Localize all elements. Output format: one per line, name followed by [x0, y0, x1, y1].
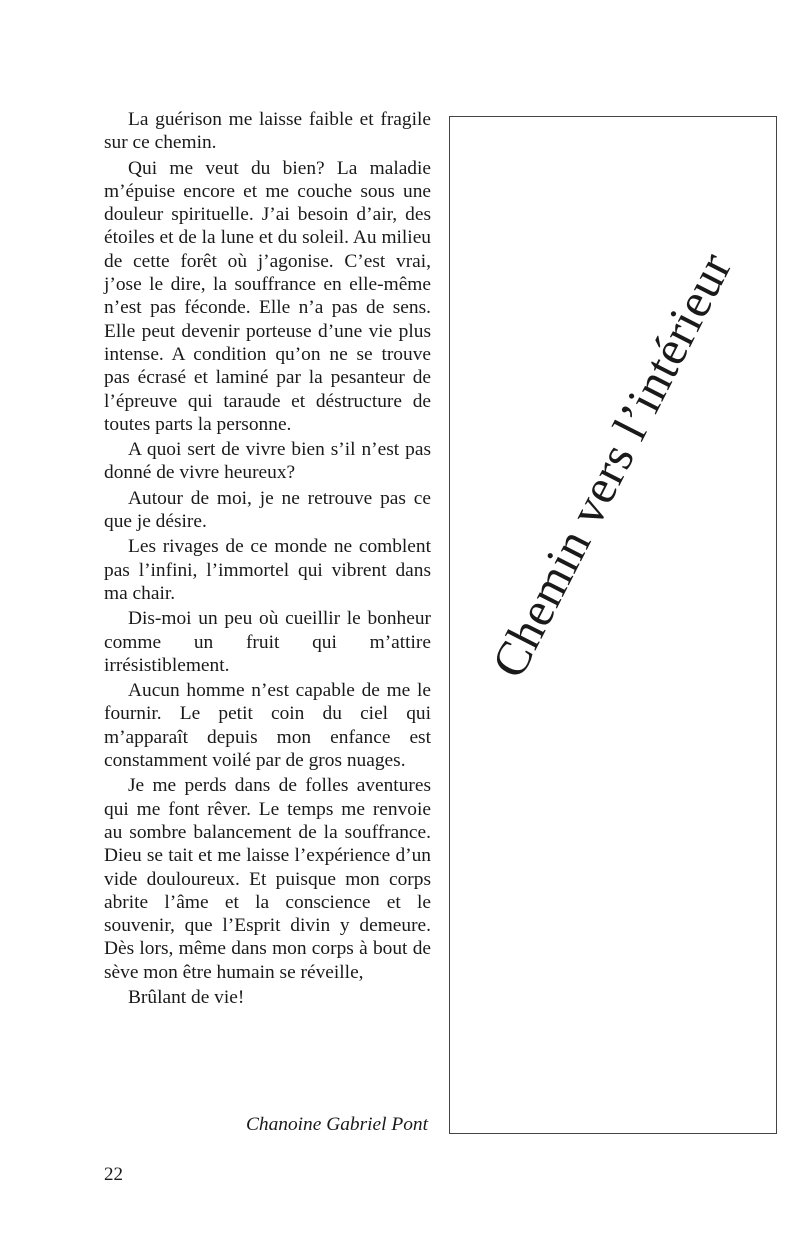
poem-text [104, 108, 431, 1011]
paragraph-1: La guérison me laisse faible et fragile sur ce chemin. [104, 109, 431, 154]
author-signature: Chanoine Gabriel Pont [245, 1114, 428, 1135]
paragraph-2: Qui me veut du bien? La maladie m’épuise encore et me couche sous une douleur spirituelle. J’ai besoin d’air, des étoiles et de la lune et du soleil. Au milieu de cette forêt où j’agonise. C’est vrai, j’ose le dire, la souffrance en elle-même n’est pas féconde. Elle n’a pas de sens. Elle peut devenir porteuse d’une vie plus intense. A condition qu’on ne se trouve pas écrasé et laminé par la pesanteur de l’épreuve qui taraude et déstructure de toutes parts la personne. [104, 157, 431, 435]
paragraph-6: Dis-moi un peu où cueillir le bonheur comme un fruit qui m’attire irrésistiblement. [104, 608, 431, 676]
paragraph-7: Aucun homme n’est capable de me le fournir. Le petit coin du ciel qui m’apparaît depuis mon enfance est constamment voilé par de gros nuages. [104, 680, 431, 772]
paragraph-4: Autour de moi, je ne retrouve pas ce que je désire. [104, 487, 431, 533]
side-title: Chemin vers l’intérieur [480, 243, 743, 687]
page-number: 22 [104, 1164, 123, 1185]
paragraph-3: A quoi sert de vivre bien s’il n’est pas donné de vivre heureux? [104, 439, 431, 484]
paragraph-8: Je me perds dans de folles aventures qui me font rêver. Le temps me renvoie au sombre balancement de la souffrance. Dieu se tait et me laisse l’expérience d’un vide douloureux. Et puisque mon corps abrite l’âme et la conscience et le souvenir, que l’Esprit divin y demeure. Dès lors, même dans mon corps à bout de sève mon être humain se réveille, [104, 775, 431, 983]
paragraph-9: Brûlant de vie! [128, 986, 245, 1008]
paragraph-5: Les rivages de ce monde ne comblent pas l’infini, l’immortel qui vibrent dans ma chair. [104, 536, 431, 604]
